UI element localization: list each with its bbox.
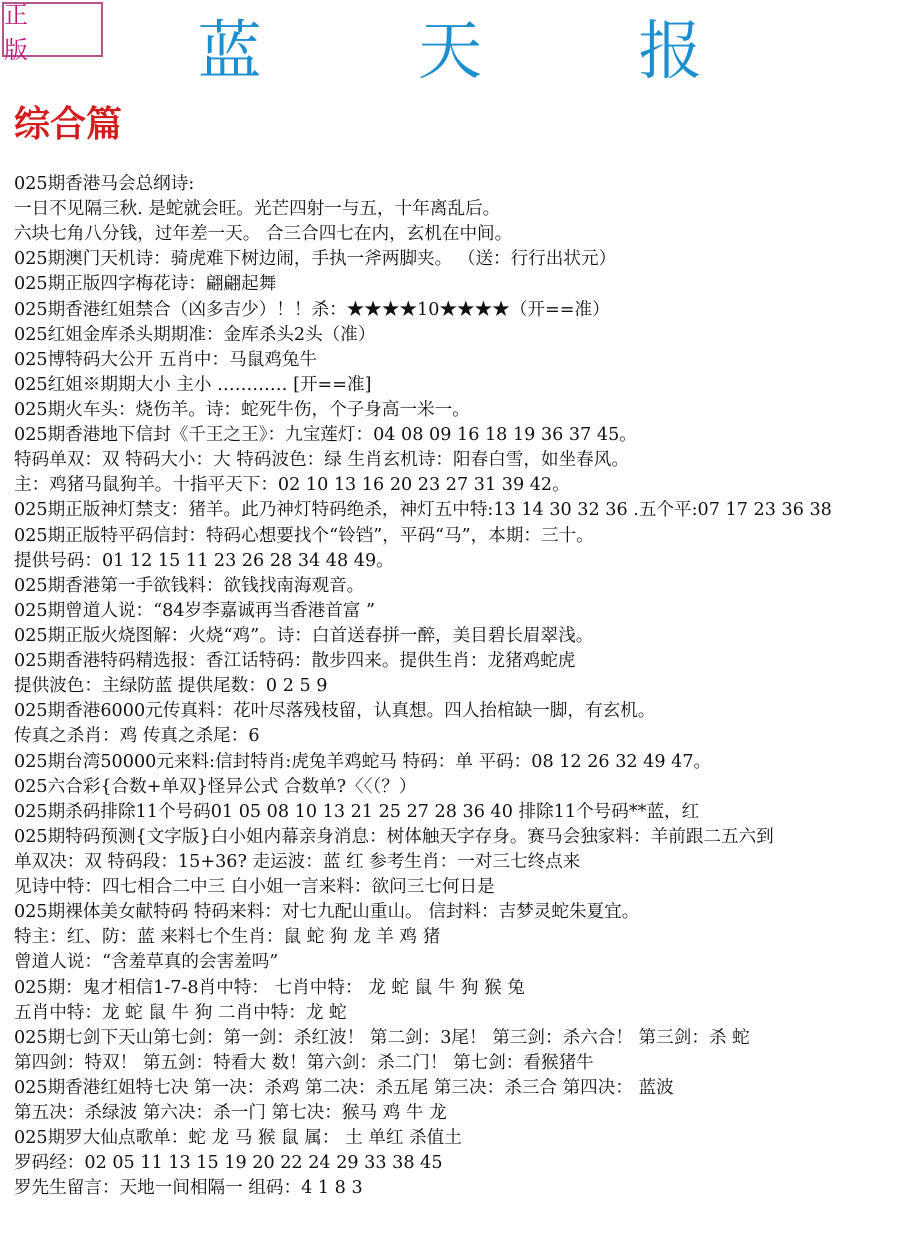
text-line: 025红姐金库杀头期期准：金库杀头2头（准） (14, 324, 376, 345)
text-line: 六块七角八分钱，过年差一天。 合三合四七在内，玄机在中间。 (14, 224, 513, 245)
edition-badge: 正 版 (2, 2, 103, 57)
text-line: 传真之杀肖：鸡 传真之杀尾：6 (14, 726, 260, 747)
text-line: 025期正版特平码信封：特码心想要找个“铃铛”，平码“马”，本期：三十。 (14, 525, 594, 546)
text-line: 025期罗大仙点歌单：蛇 龙 马 猴 鼠 属： 土 单红 杀值土 (14, 1128, 462, 1149)
text-line: 025期正版火烧图解：火烧“鸡”。诗：白首送春拼一醉，美目碧长眉翠浅。 (14, 625, 594, 646)
text-line: 025期香港红姐特七决 第一决：杀鸡 第二决：杀五尾 第三决：杀三合 第四决： 蓝波 (14, 1077, 674, 1098)
section-heading: 综合篇 (14, 103, 123, 145)
text-line: 主：鸡猪马鼠狗羊。十指平天下：02 10 13 16 20 23 27 31 39 42。 (14, 475, 570, 496)
text-line: 025期台湾50000元来料:信封特肖:虎兔羊鸡蛇马 特码：单 平码：08 12 26 32 49 47。 (14, 751, 712, 772)
text-line: 025期正版四字梅花诗：翩翩起舞 (14, 274, 277, 295)
text-line: 025红姐※期期大小 主小 ………… [开==准] (14, 374, 372, 395)
text-line: 见诗中特：四七相合二中三 白小姐一言来料：欲问三七何日是 (14, 877, 495, 898)
text-line: 025期香港红姐禁合（凶多吉少）！！杀：★★★★10★★★★（开==准） (14, 299, 610, 320)
text-line: 第四剑：特双！ 第五剑：特看大 数！第六剑：杀二门！ 第七剑：看猴猪牛 (14, 1052, 594, 1073)
text-line: 罗先生留言：天地一间相隔一 组码：4 1 8 3 (14, 1178, 363, 1199)
text-line: 025期七剑下天山第七剑：第一剑：杀红波！ 第二剑：3尾！ 第三剑：杀六合！ 第三剑：杀 蛇 (14, 1027, 750, 1048)
content-body (14, 172, 896, 1201)
text-line: 025期澳门天机诗：骑虎难下树边闹，手执一斧两脚夹。 （送：行行出状元） (14, 249, 617, 270)
text-line: 025期：鬼才相信1-7-8肖中特： 七肖中特： 龙 蛇 鼠 牛 狗 猴 兔 (14, 977, 525, 998)
text-line: 025博特码大公开 五肖中：马鼠鸡兔牛 (14, 349, 318, 370)
text-line: 025期裸体美女献特码 特码来料：对七九配山重山。 信封料：吉梦灵蛇朱夏宜。 (14, 902, 640, 923)
text-line: 025期香港马会总纲诗: (14, 174, 195, 194)
newspaper-title: 蓝 天 报 (197, 15, 771, 89)
text-line: 025期香港地下信封《千王之王》：九宝莲灯：04 08 09 16 18 19 36 37 45。 (14, 425, 637, 446)
text-line: 025期香港特码精选报：香江话特码：散步四来。提供生肖：龙猪鸡蛇虎 (14, 651, 576, 672)
text-line: 提供号码：01 12 15 11 23 26 28 34 48 49。 (14, 550, 394, 571)
text-line: 025期火车头：烧伤羊。诗：蛇死牛伤，个子身高一米一。 (14, 399, 470, 420)
text-line: 提供波色：主绿防蓝 提供尾数：0 2 5 9 (14, 676, 328, 697)
text-line: 025期曾道人说：“84岁李嘉诚再当香港首富 ” (14, 600, 376, 621)
text-line: 025期正版神灯禁支：猪羊。此乃神灯特码绝杀，神灯五中特:13 14 30 32 36 .五个平:07 17 23 36 38 (14, 500, 832, 521)
text-line: 罗码经：02 05 11 13 15 19 20 22 24 29 33 38 45 (14, 1153, 443, 1174)
text-line: 五肖中特：龙 蛇 鼠 牛 狗 二肖中特：龙 蛇 (14, 1002, 347, 1023)
text-line: 025期特码预测{文字版}白小姐内幕亲身消息：树体触天字存身。赛马会独家料：羊前跟二五六到 (14, 826, 774, 847)
text-line: 单双决：双 特码段：15+36? 走运波：蓝 红 参考生肖：一对三七终点来 (14, 851, 581, 872)
text-line: 025六合彩{合数+单双}怪异公式 合数单?〈〈（？） (14, 776, 417, 797)
text-line: 一日不见隔三秋. 是蛇就会旺。光芒四射一与五，十年离乱后。 (14, 199, 501, 220)
text-line: 特码单双：双 特码大小：大 特码波色：绿 生肖玄机诗：阳春白雪，如坐春风。 (14, 450, 629, 471)
text-line: 曾道人说：“含羞草真的会害羞吗” (14, 952, 279, 973)
text-line: 025期香港第一手欲钱料：欲钱找南海观音。 (14, 575, 365, 596)
text-line: 025期杀码排除11个号码01 05 08 10 13 21 25 27 28 36 40 排除11个号码**蓝，红 (14, 801, 700, 822)
text-line: 特主：红、防：蓝 来料七个生肖：鼠 蛇 狗 龙 羊 鸡 猪 (14, 927, 441, 948)
text-line: 第五决：杀绿波 第六决：杀一门 第七决：猴马 鸡 牛 龙 (14, 1103, 447, 1124)
text-line: 025期香港6000元传真料：花叶尽落残枝留，认真想。四人抬棺缺一脚，有玄机。 (14, 701, 656, 722)
